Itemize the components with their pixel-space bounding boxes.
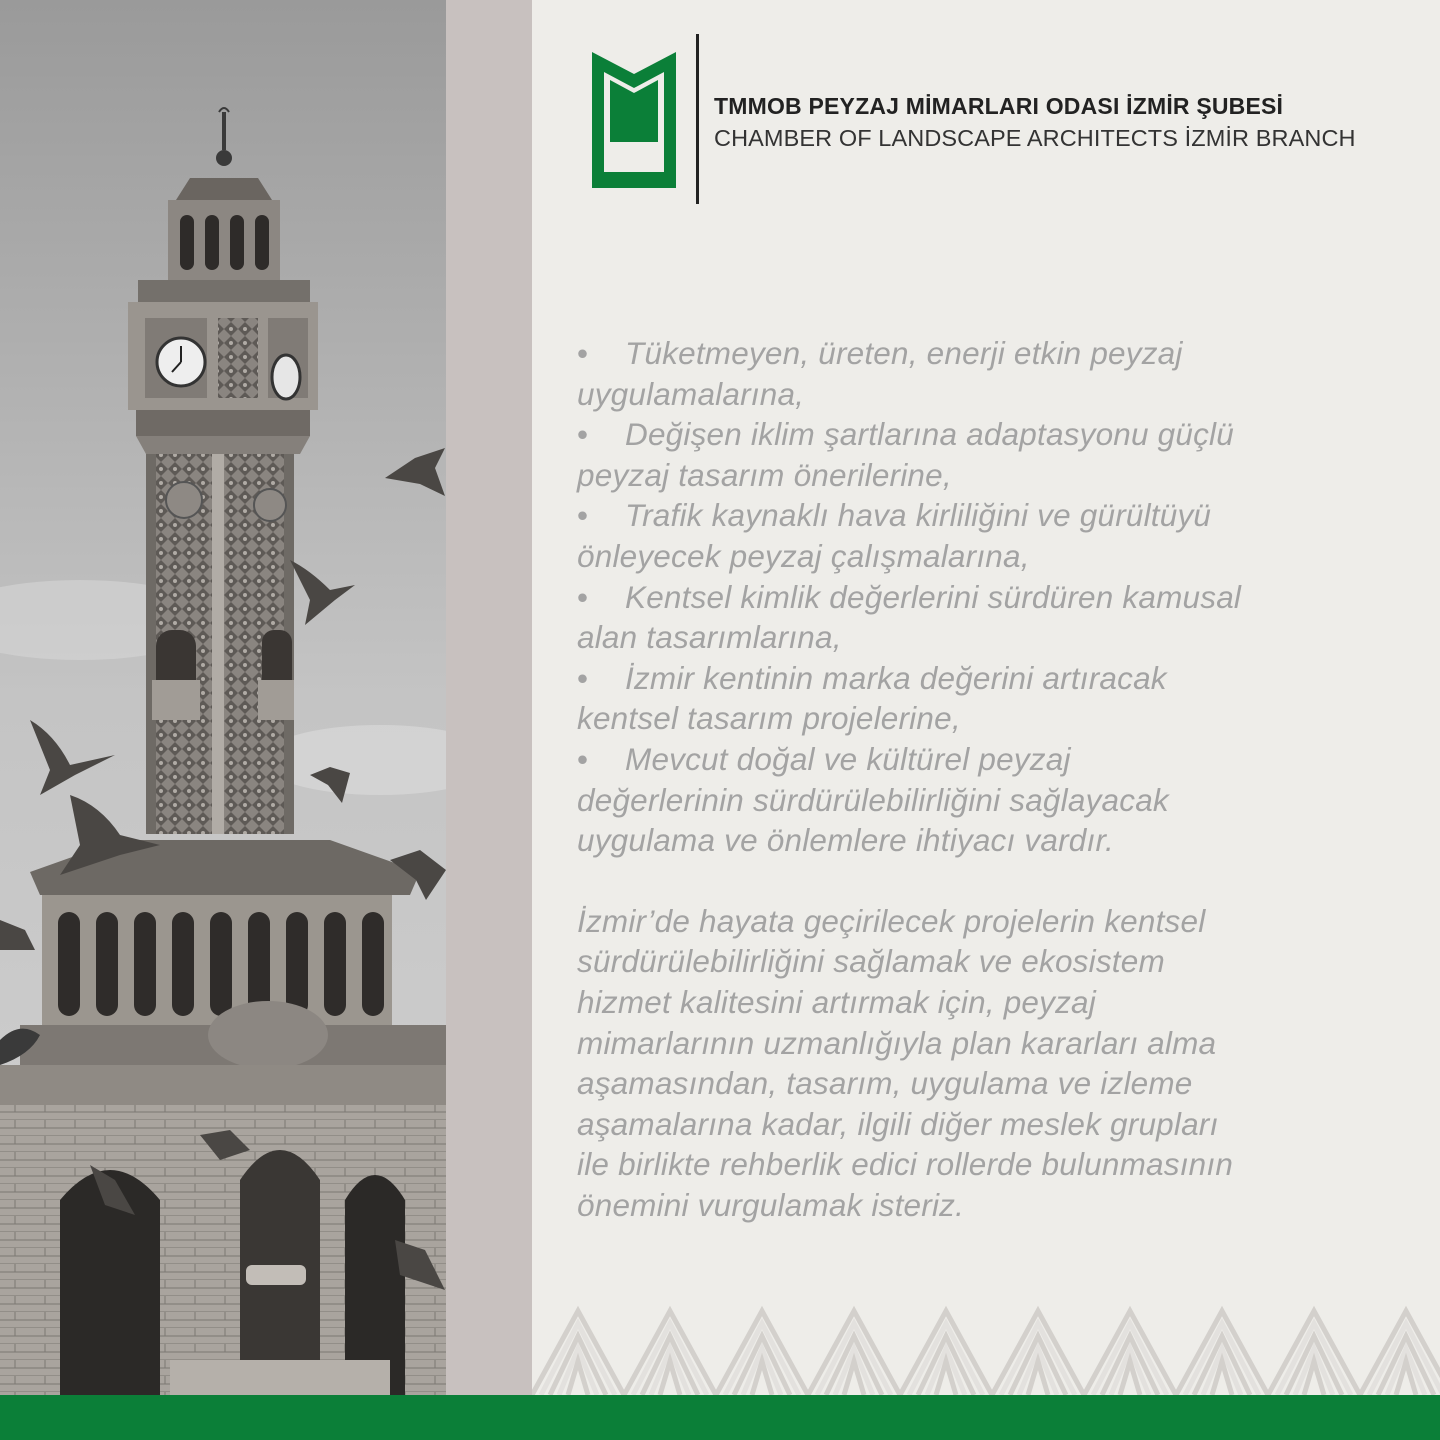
bullet-symbol: • <box>577 497 589 534</box>
list-item: • Mevcut doğal ve kültürel peyzaj <box>577 739 1412 780</box>
bullet-symbol: • <box>577 578 589 615</box>
list-item-continuation: uygulamalarına, <box>577 375 805 412</box>
statement-text <box>577 333 1412 1225</box>
decorative-pattern <box>532 1303 1440 1395</box>
list-item-continuation: değerlerinin sürdürülebilirliğini sağlayacak <box>577 781 1169 818</box>
paragraph-line: mimarlarının uzmanlığıyla plan kararları alma <box>577 1024 1217 1061</box>
chamber-logo-icon <box>592 52 676 188</box>
paragraph-line: önemini vurgulamak isteriz. <box>577 1186 965 1223</box>
logo-divider <box>696 34 699 204</box>
paragraph-line: aşamasından, tasarım, uygulama ve izleme <box>577 1065 1193 1102</box>
list-item: • Değişen iklim şartlarına adaptasyonu güçlü <box>577 414 1412 455</box>
list-item: • Kentsel kimlik değerlerini sürdüren kamusal <box>577 577 1412 618</box>
bullet-symbol: • <box>577 740 589 777</box>
paragraph-line: aşamalarına kadar, ilgili diğer meslek grupları <box>577 1105 1219 1142</box>
paragraph-line: ile birlikte rehberlik edici rollerde bulunmasının <box>577 1146 1234 1183</box>
list-item-continuation: peyzaj tasarım önerilerine, <box>577 456 952 493</box>
paragraph-line: İzmir’de hayata geçirilecek projelerin kentsel <box>577 902 1206 939</box>
bullet-symbol: • <box>577 416 589 453</box>
org-name-english: CHAMBER OF LANDSCAPE ARCHITECTS İZMİR BRANCH <box>714 125 1356 151</box>
list-item: • Tüketmeyen, üreten, enerji etkin peyzaj <box>577 333 1412 374</box>
list-item: • Trafik kaynaklı hava kirliliğini ve gürültüyü <box>577 495 1412 536</box>
list-item: • İzmir kentinin marka değerini artıracak <box>577 658 1412 699</box>
list-item-continuation: uygulama ve önlemlere ihtiyacı vardır. <box>577 822 1114 859</box>
bullet-symbol: • <box>577 659 589 696</box>
paragraph-line: sürdürülebilirliğini sağlamak ve ekosistem <box>577 943 1165 980</box>
bullet-list <box>577 333 1412 861</box>
list-item-continuation: kentsel tasarım projelerine, <box>577 700 961 737</box>
clock-tower-photo <box>0 0 446 1395</box>
bullet-symbol: • <box>577 335 589 371</box>
footer-green-bar <box>0 1395 1440 1440</box>
paragraph-gap <box>577 861 1412 901</box>
org-name-turkish: TMMOB PEYZAJ MİMARLARI ODASI İZMİR ŞUBESİ <box>714 93 1284 119</box>
divider-strip <box>446 0 532 1395</box>
paragraph-line: hizmet kalitesini artırmak için, peyzaj <box>577 983 1096 1020</box>
list-item-continuation: alan tasarımlarına, <box>577 619 842 656</box>
list-item-continuation: önleyecek peyzaj çalışmalarına, <box>577 537 1030 574</box>
closing-paragraph <box>577 901 1412 1226</box>
